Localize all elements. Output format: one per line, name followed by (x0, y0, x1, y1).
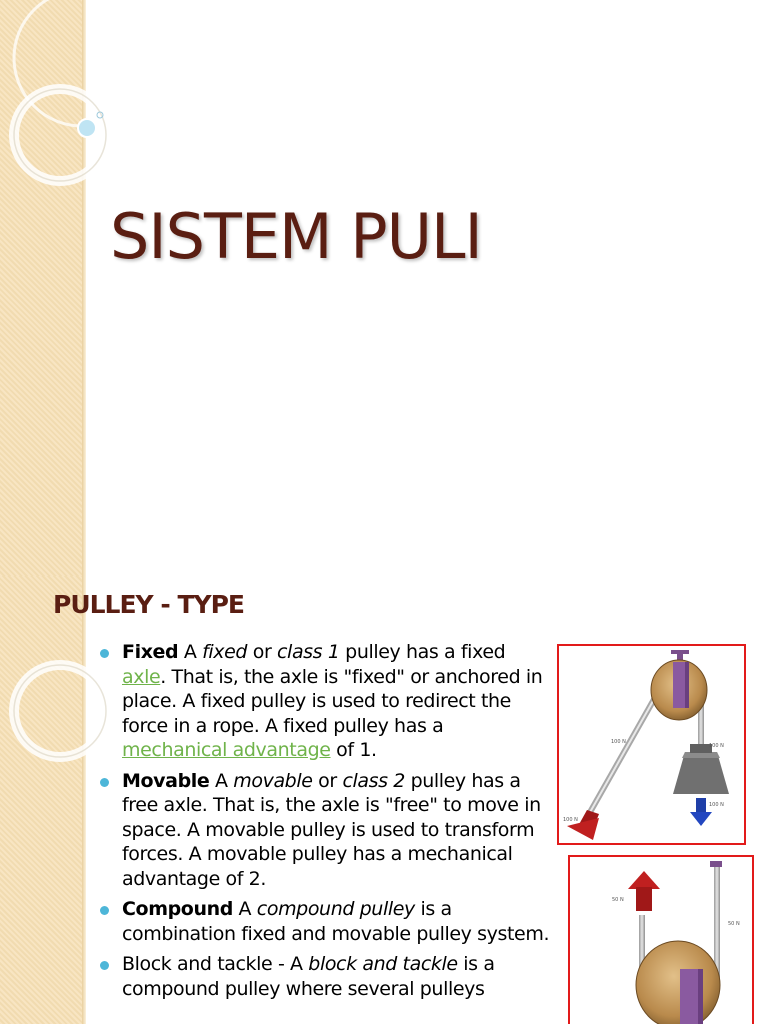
slide-title: PULLEY - TYPE (53, 590, 245, 619)
bullet-icon (100, 961, 109, 970)
movable-pulley-figure (568, 855, 754, 1024)
load-top-label: 100 N (709, 743, 724, 749)
slide-title: SISTEM PULI (110, 200, 482, 273)
down-force-label: 100 N (709, 802, 724, 808)
rope-force-label: 50 N (728, 921, 740, 927)
text: of 1. (330, 739, 377, 761)
bullet-icon (100, 649, 109, 658)
rope-force-label: 100 N (611, 739, 626, 745)
text-italic: class 2 (342, 769, 405, 792)
fixed-pulley-illustration (559, 646, 744, 843)
text-italic: movable (233, 769, 313, 792)
text-italic: fixed (202, 641, 248, 663)
text: A (215, 769, 234, 792)
axle-link[interactable]: axle (122, 665, 161, 688)
bullet-term: Fixed (122, 641, 179, 663)
bullet-fixed (100, 640, 550, 763)
bullet-list (100, 640, 550, 1007)
up-force-label: 50 N (612, 897, 624, 903)
text: or (247, 641, 278, 663)
fixed-pulley-figure (557, 644, 746, 845)
bullet-term: Compound (122, 898, 233, 920)
movable-pulley-illustration (570, 857, 752, 1024)
bullet-movable (100, 769, 550, 892)
pulley-type-slide (0, 576, 768, 1024)
text-italic: class 1 (277, 641, 340, 663)
text-italic: compound pulley (256, 898, 415, 920)
circle-decoration (0, 0, 160, 200)
text-italic: block and tackle (308, 953, 458, 975)
text: or (312, 769, 343, 792)
text: A (238, 898, 257, 920)
mechanical-advantage-link[interactable]: mechanical advantage (122, 739, 331, 761)
text: is a compound pulley where several pulleys (122, 953, 495, 1000)
text: is a combination fixed and movable pulley system. (122, 898, 550, 945)
bullet-term: Movable (122, 769, 210, 792)
pull-force-label: 100 N (563, 817, 578, 823)
bullet-icon (100, 778, 109, 787)
text: pulley has a free axle. That is, the axle is "free" to move in space. A movable pulley is used to transform forces. A movable pulley has a mechanical advantage of 2. (122, 769, 541, 890)
text: Block and tackle - A (122, 953, 309, 975)
text: pulley has a fixed (339, 641, 506, 663)
bullet-icon (100, 906, 109, 915)
bullet-compound (100, 897, 550, 946)
bullet-block-and-tackle (100, 952, 550, 1001)
text: . That is, the axle is "fixed" or anchored in place. A fixed pulley is used to redirect the force in a rope. A fixed pulley has a (122, 665, 543, 737)
text: A (183, 641, 203, 663)
